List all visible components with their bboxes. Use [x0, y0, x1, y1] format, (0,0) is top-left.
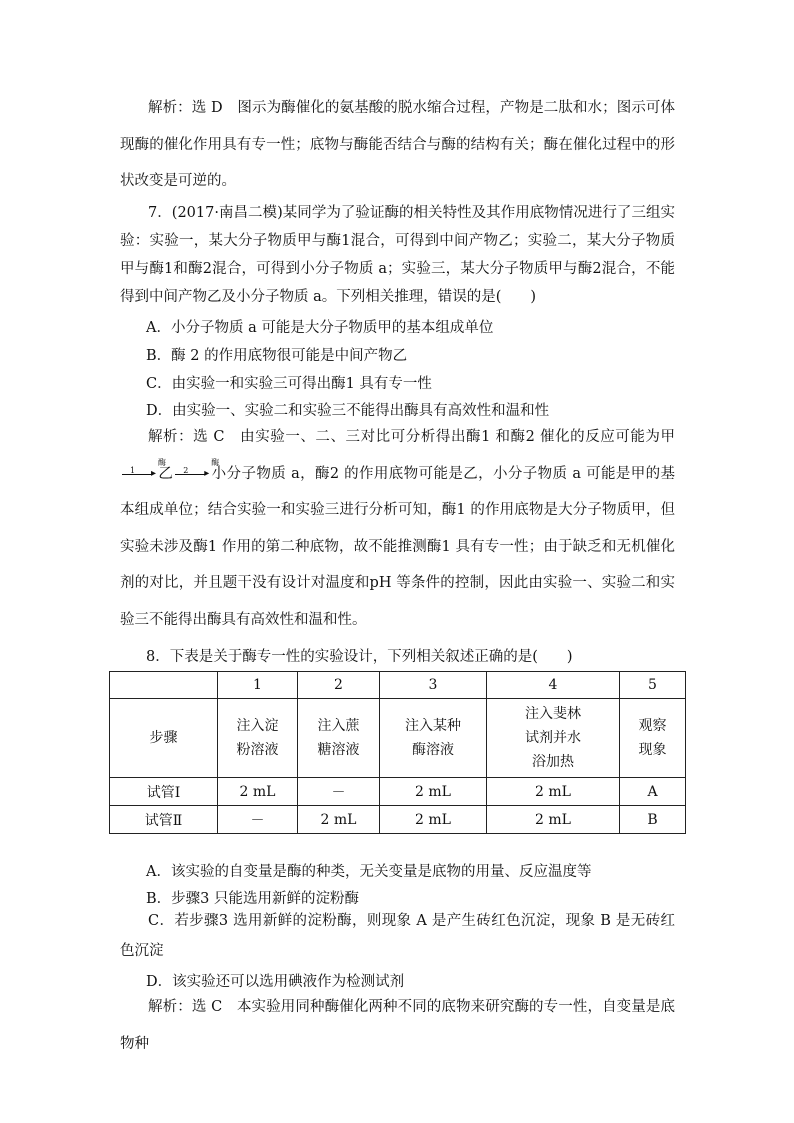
arrow-label-2: 酶2 [183, 457, 220, 475]
intermediate-product: 乙 [158, 465, 174, 482]
tube-name: 试管Ⅰ [110, 778, 218, 806]
table-row [110, 806, 686, 834]
table-cell: － [218, 806, 298, 834]
table-step-row [110, 699, 686, 778]
arrow-label-1: 酶1 [130, 457, 166, 475]
q7-option-a: A．小分子物质 a 可能是大分子物质甲的基本组成单位 [146, 320, 494, 336]
explanation-paragraph-7 [120, 419, 675, 638]
step-number: 2 [298, 672, 380, 699]
step-description: 注入斐林 试剂并水 浴加热 [487, 699, 620, 778]
table-cell: 2 mL [380, 806, 487, 834]
tube-name: 试管Ⅱ [110, 806, 218, 834]
table-cell: 2 mL [218, 778, 298, 806]
explanation-text-1: 由实验一、二、三对比可分析得出酶1 和酶2 催化的反应可能为甲 [224, 429, 675, 445]
explanation-paragraph-8 [120, 989, 675, 1062]
q8-option-c: C．若步骤3 选用新鲜的淀粉酶，则现象 A 是产生砖红色沉淀，现象 B 是无砖红色沉淀 [120, 913, 675, 959]
explanation-text: 本实验用同种酶催化两种不同的底物来研究酶的专一性，自变量是底物种 [120, 999, 675, 1052]
table-cell: － [298, 778, 380, 806]
q8-option-d: D．该实验还可以选用碘液作为检测试剂 [146, 974, 405, 990]
step-number: 5 [620, 672, 686, 699]
q7-option-d: D．由实验一、实验二和实验三不能得出酶具有高效性和温和性 [146, 403, 550, 419]
q7-option-b: B．酶 2 的作用底物很可能是中间产物乙 [146, 348, 408, 364]
table-row [110, 778, 686, 806]
table-cell: 2 mL [298, 806, 380, 834]
table-cell: 2 mL [487, 778, 620, 806]
explanation-text-2: 小分子物质 a，酶2 的作用底物可能是乙，小分子物质 a 可能是甲的基本组成单位；结合实验一和实验三进行分析可知，酶1 的作用底物是大分子物质甲，但实验未涉及酶1 作用的第二种底物，故不能推测酶1 具有专一性；由于缺乏和无机催化剂的对比，并且题干没有设计对温度和pH 等条件的控制，因此由实验一、实验二和实验三不能得出酶具有高效性和温和性。 [120, 465, 676, 628]
q8-option-a: A．该实验的自变量是酶的种类，无关变量是底物的用量、反应温度等 [146, 864, 592, 880]
step-number: 3 [380, 672, 487, 699]
step-description: 注入蔗 糖溶液 [298, 699, 380, 778]
explanation-paragraph-6 [120, 90, 675, 200]
answer-prefix: 解析：选 C [148, 999, 223, 1015]
step-description: 注入淀 粉溶液 [218, 699, 298, 778]
reaction-arrow-1: 酶1 ▸ [122, 468, 156, 480]
step-number: 1 [218, 672, 298, 699]
table-cell: 2 mL [487, 806, 620, 834]
step-description: 观察 现象 [620, 699, 686, 778]
table-header-row [110, 672, 686, 699]
table-corner-cell [110, 672, 218, 699]
experiment-table [109, 671, 686, 834]
reaction-arrow-2: 酶2 ▸ [175, 468, 209, 480]
q7-option-c: C．由实验一和实验三可得出酶1 具有专一性 [146, 376, 432, 392]
answer-prefix: 解析：选 D [148, 100, 223, 116]
question-7-stem: 7．(2017·南昌二模)某同学为了验证酶的相关特性及其作用底物情况进行了三组实验：实验一，某大分子物质甲与酶1混合，可得到中间产物乙；实验二，某大分子物质甲与酶1和酶2混合，可得到小分子物质 a；实验三，某大分子物质甲与酶2混合，不能得到中间产物乙及小分子物质 a。下列相关推理，错误的是( ) [120, 205, 675, 305]
table-cell: 2 mL [380, 778, 487, 806]
question-8-stem: 8．下表是关于酶专一性的实验设计，下列相关叙述正确的是( ) [146, 649, 573, 665]
step-description: 注入某种 酶溶液 [380, 699, 487, 778]
table-cell: A [620, 778, 686, 806]
q8-option-b: B．步骤3 只能选用新鲜的淀粉酶 [146, 891, 359, 907]
answer-prefix: 解析：选 C [148, 429, 225, 445]
step-label: 步骤 [110, 699, 218, 778]
explanation-text: 图示为酶催化的氨基酸的脱水缩合过程，产物是二肽和水；图示可体现酶的催化作用具有专一性；底物与酶能否结合与酶的结构有关；酶在催化过程中的形状改变是可逆的。 [120, 100, 676, 189]
table-cell: B [620, 806, 686, 834]
step-number: 4 [487, 672, 620, 699]
